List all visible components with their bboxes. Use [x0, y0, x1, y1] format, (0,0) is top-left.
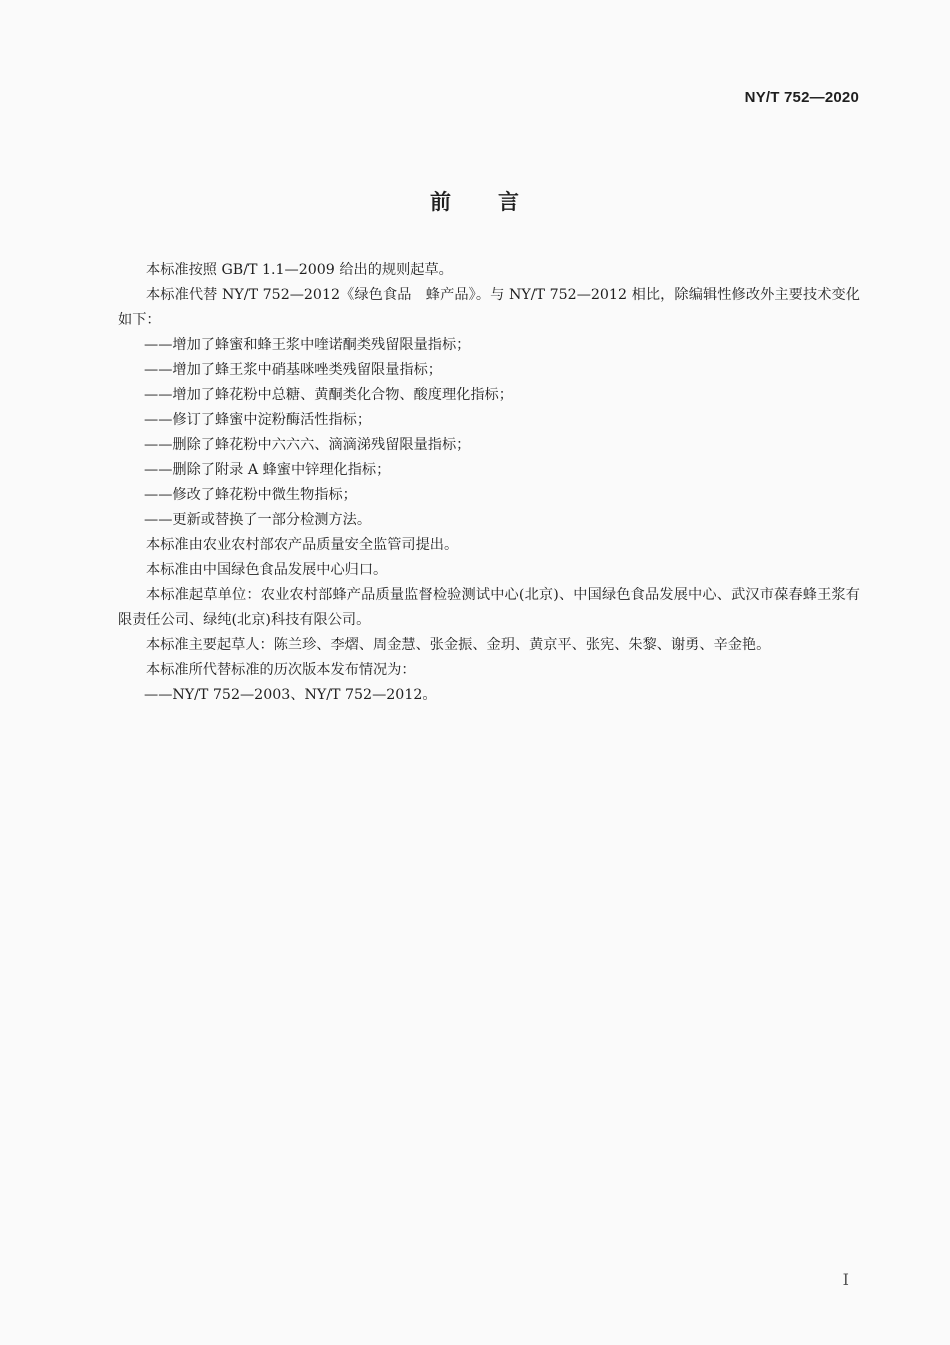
paragraph-history: 本标准所代替标准的历次版本发布情况为：	[146, 662, 416, 678]
standard-number: NY/T 752—2020	[744, 89, 859, 106]
list-item: ——修订了蜂蜜中淀粉酶活性指标；	[144, 412, 372, 428]
list-item: ——增加了蜂花粉中总糖、黄酮类化合物、酸度理化指标；	[144, 387, 513, 403]
list-item: ——更新或替换了一部分检测方法。	[144, 512, 372, 528]
title-char-2: 言	[498, 190, 520, 214]
title-char-1: 前	[430, 190, 452, 214]
list-item: ——删除了附录 A 蜂蜜中锌理化指标；	[144, 462, 391, 478]
paragraph-drafting-rules: 本标准按照 GB/T 1.1—2009 给出的规则起草。	[146, 262, 453, 278]
paragraph-replacement: 本标准代替 NY/T 752—2012《绿色食品 蜂产品》。与 NY/T 752—2012 相比，除编辑性修改外主要技术变化如下：	[118, 287, 860, 328]
paragraph-drafters: 本标准主要起草人：陈兰珍、李熠、周金慧、张金振、金玥、黄京平、张宪、朱黎、谢勇、辛金艳。	[146, 637, 771, 653]
list-item-history: ——NY/T 752—2003、NY/T 752—2012。	[144, 687, 437, 703]
list-item: ——增加了蜂蜜和蜂王浆中喹诺酮类残留限量指标；	[144, 337, 471, 353]
page-number: I	[842, 1270, 849, 1289]
page-title	[0, 186, 950, 216]
paragraph-centralized: 本标准由中国绿色食品发展中心归口。	[146, 562, 388, 578]
paragraph-proposer: 本标准由农业农村部农产品质量安全监管司提出。	[146, 537, 459, 553]
list-item: ——修改了蜂花粉中微生物指标；	[144, 487, 357, 503]
list-item: ——删除了蜂花粉中六六六、滴滴涕残留限量指标；	[144, 437, 471, 453]
foreword-body	[118, 258, 860, 708]
paragraph-drafting-units: 本标准起草单位：农业农村部蜂产品质量监督检验测试中心(北京)、中国绿色食品发展中心、武汉市葆春蜂王浆有限责任公司、绿纯(北京)科技有限公司。	[118, 587, 860, 628]
list-item: ——增加了蜂王浆中硝基咪唑类残留限量指标；	[144, 362, 442, 378]
